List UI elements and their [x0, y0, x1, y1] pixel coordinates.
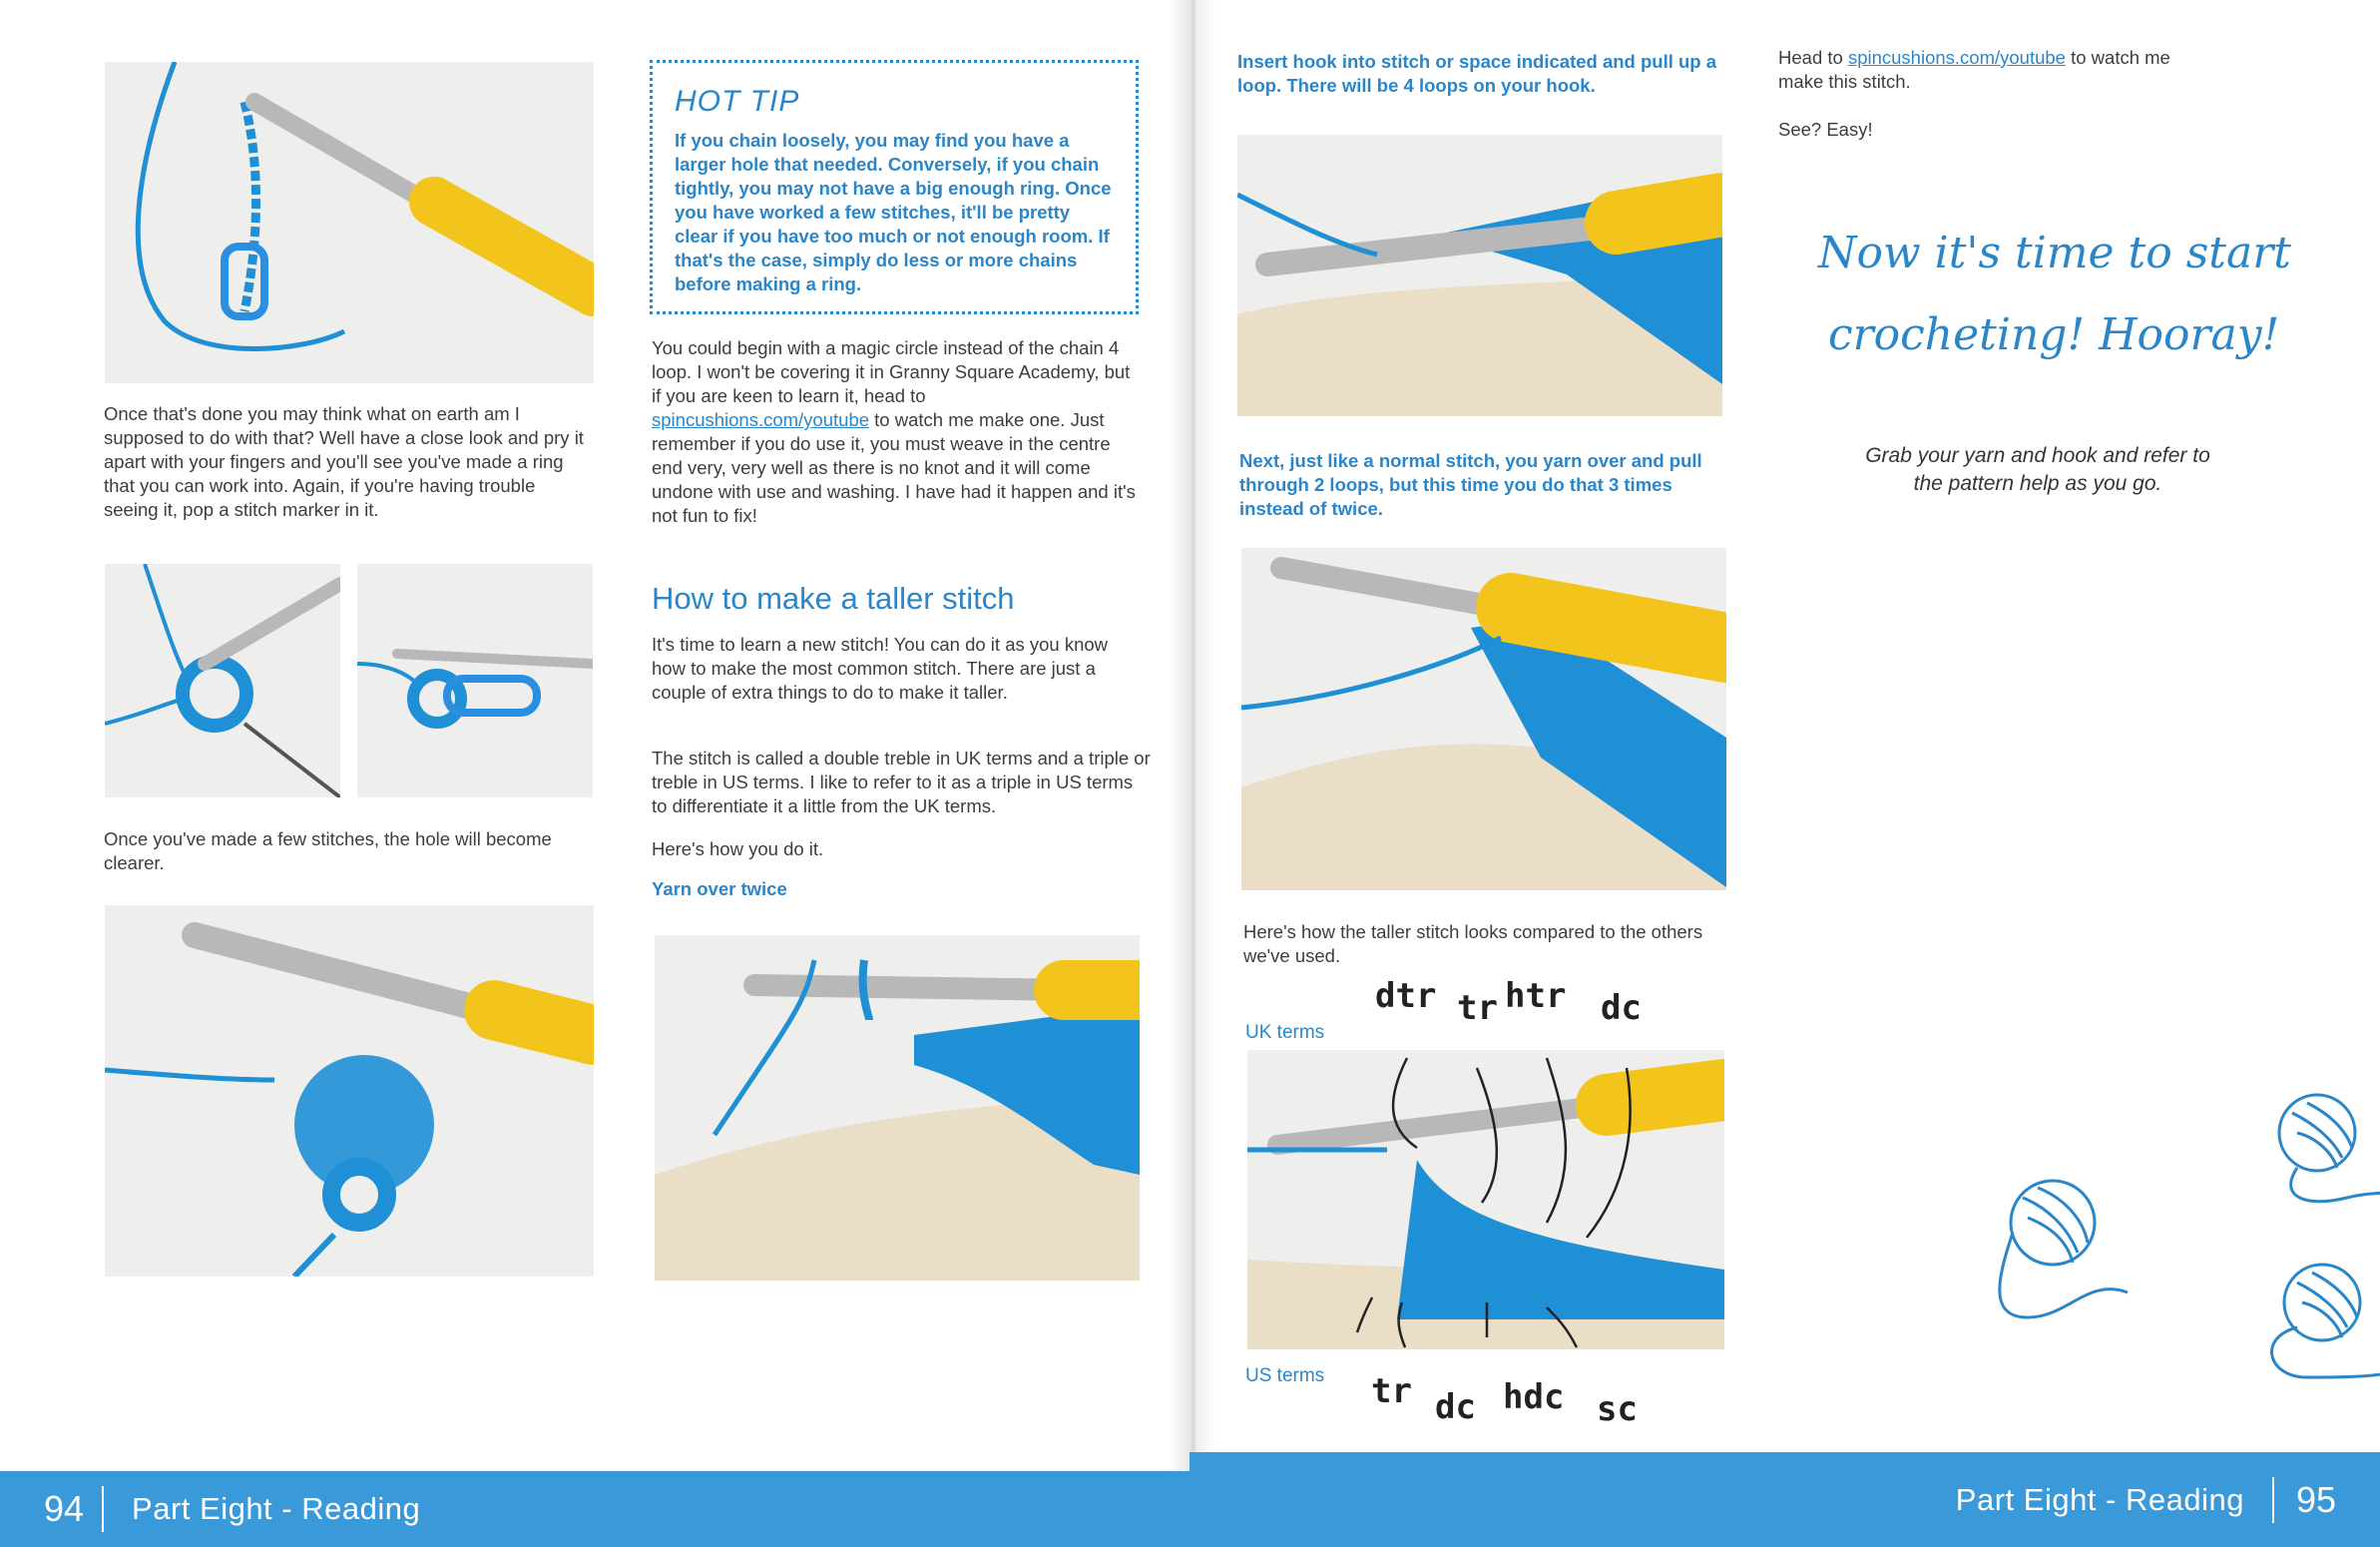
photo-ring-with-marker — [357, 564, 593, 797]
photo-stitches-around-ring — [105, 905, 594, 1277]
book-gutter — [1170, 0, 1215, 1547]
uk-label-tr: tr — [1457, 988, 1498, 1028]
section-title-right: Part Eight - Reading — [1955, 1481, 2244, 1517]
step-yarn-over: Yarn over twice — [652, 878, 787, 899]
page-number-right: 95 — [2295, 1478, 2336, 1520]
video-text-before: Head to — [1778, 47, 1848, 68]
hot-tip-title: HOT TIP — [675, 85, 800, 118]
step-insert: Insert hook into stitch or space indicated and pull up a loop. There will be 4 loops on your hook. — [1237, 51, 1717, 96]
comparison-arrows — [1247, 1018, 1724, 1427]
us-terms-label: US terms — [1245, 1365, 1325, 1386]
uk-label-htr: htr — [1505, 976, 1567, 1016]
para-new-stitch: It's time to learn a new stitch! You can do it as you know how to make the most common stitch. There are just a couple of extra things to do to make it taller. — [652, 634, 1109, 703]
para-ring: Once that's done you may think what on earth am I supposed to do with that? Well have a close look and pry it apart with your fingers and you'll see you've made a ring that you can work into. Again, if you're having trouble seeing it, pop a stitch marker in it. — [104, 403, 584, 520]
us-label-dc: dc — [1435, 1387, 1476, 1427]
photo-yarn-over-twice — [655, 935, 1140, 1281]
para-how: Here's how you do it. — [652, 838, 824, 859]
photo-insert-hook — [1237, 135, 1722, 416]
compare-text: Here's how the taller stitch looks compared to the others we've used. — [1243, 921, 1703, 966]
hot-tip-body: If you chain loosely, you may find you have a larger hole that needed. Conversely, if you chain tightly, you may not have a big enough ring. Once you have worked a few stitches, it'll be pretty clear if you have too much or not enough room. If that's the case, simply do less or more chains before making a ring. — [675, 130, 1112, 294]
uk-terms-label: UK terms — [1245, 1022, 1325, 1043]
step-next: Next, just like a normal stitch, you yarn over and pull through 2 loops, but this time you do that 3 times instead of twice. — [1239, 450, 1702, 519]
video-link[interactable]: spincushions.com/youtube — [1847, 47, 2066, 68]
photo-ring-closeup — [105, 564, 340, 797]
magic-circle-text-after: to watch me make one. Just remember if you do use it, you must weave in the centre end very, very well as there is no knot and it will come undone with use and washing. I have had it happen and it's not fun to fix! — [652, 409, 1136, 526]
magic-circle-text-before: You could begin with a magic circle instead of the chain 4 loop. I won't be covering it in Granny Square Academy, but if you are keen to learn it, head to — [652, 337, 1131, 406]
uk-label-dtr: dtr — [1375, 976, 1437, 1016]
hot-tip-box — [650, 60, 1139, 314]
page-number-left: 94 — [44, 1488, 85, 1529]
youtube-link[interactable]: spincushions.com/youtube — [652, 409, 870, 430]
section-heading: How to make a taller stitch — [652, 581, 1015, 616]
para-double-treble: The stitch is called a double treble in UK terms and a triple or treble in US terms. I like to refer to it as a triple in US terms to differentiate it a little from the UK terms. — [652, 748, 1151, 816]
yarn-balls-illustration — [1968, 1078, 2380, 1397]
script-line-1: Now it's time to start — [1818, 228, 2291, 278]
grab-note: Grab your yarn and hook and refer to the pattern help as you go. — [1865, 444, 2210, 495]
us-label-sc: sc — [1597, 1389, 1638, 1429]
video-text-after: to watch me make this stitch. — [1778, 47, 2170, 92]
uk-label-dc: dc — [1601, 988, 1642, 1028]
section-title-left: Part Eight - Reading — [132, 1491, 421, 1526]
see-easy: See? Easy! — [1778, 119, 1873, 140]
footer-left — [0, 1471, 1190, 1547]
footer-right — [1190, 1452, 2380, 1547]
para-magic-circle — [652, 336, 1141, 528]
photo-pull-through — [1241, 548, 1726, 890]
us-label-hdc: hdc — [1503, 1377, 1565, 1417]
us-label-tr: tr — [1371, 1371, 1412, 1411]
para-hole: Once you've made a few stitches, the hole will become clearer. — [104, 828, 552, 873]
video-text — [1778, 46, 2217, 94]
script-line-2: crocheting! Hooray! — [1828, 309, 2280, 360]
right-page — [1190, 0, 2380, 1547]
photo-chain-with-marker — [105, 62, 594, 383]
